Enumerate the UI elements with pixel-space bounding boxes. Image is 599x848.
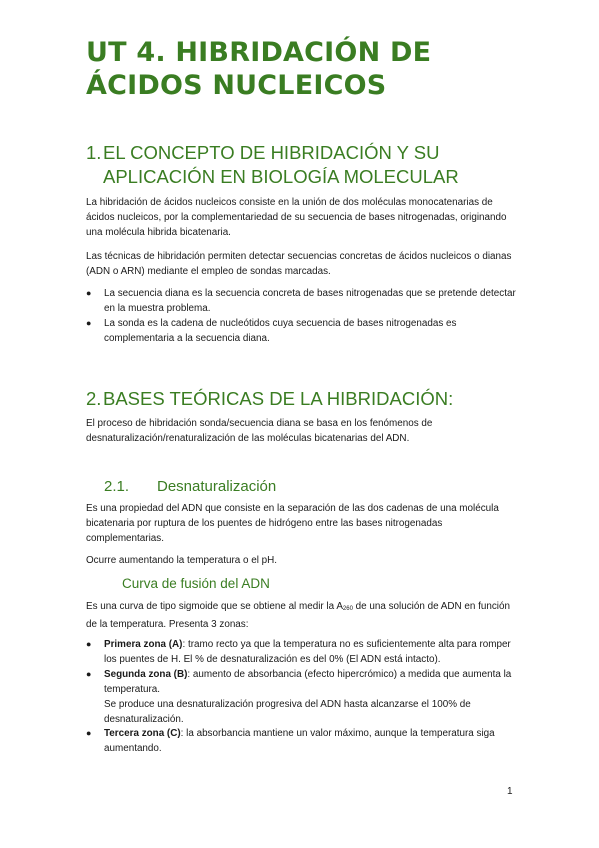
list-item-text: La secuencia diana es la secuencia concreta de bases nitrogenadas que se pretende detectar en la muestra problema. (104, 288, 516, 314)
bullet-icon: ● (86, 728, 92, 738)
zone-text: : tramo recto ya que la temperatura no es suficientemente alta para romper los puentes de H. El % de desnaturalización es del 0% (El ADN está intacto). (104, 639, 511, 665)
list-item (86, 726, 516, 756)
bullet-icon: ● (86, 639, 92, 649)
curva-intro (86, 599, 516, 632)
curva-intro-subscript: 260 (342, 606, 353, 612)
section-2-1-paragraph-2: Ocurre aumentando la temperatura o el pH. (86, 555, 278, 566)
zone-label: Segunda zona (B) (104, 669, 188, 680)
document-title: UT 4. HIBRIDACIÓN DE ÁCIDOS NUCLEICOS (86, 37, 432, 101)
section-2-number: 2. (86, 388, 102, 409)
list-item-text (104, 637, 516, 667)
zone-text: : la absorbancia mantiene un valor máximo, aunque la temperatura siga aumentando. (104, 728, 495, 754)
zone-text-2: Se produce una desnaturalización progresiva del ADN hasta alcanzarse el 100% de desnaturalización. (104, 699, 471, 725)
page-number: 1 (507, 786, 513, 797)
list-item (86, 667, 516, 727)
section-2-1-number: 2.1. (104, 478, 130, 495)
list-item-text (104, 726, 516, 756)
section-2-heading (86, 387, 516, 411)
section-2-paragraph-1: El proceso de hibridación sonda/secuencia diana se basa en los fenómenos de desnaturalización/renaturalización de las moléculas bicatenarias del ADN. (86, 418, 433, 444)
section-1-paragraph-2: Las técnicas de hibridación permiten detectar secuencias concretas de ácidos nucleicos o dianas (ADN o ARN) mediante el empleo de sondas marcadas. (86, 251, 512, 277)
section-2-heading-text: BASES TEÓRICAS DE LA HIBRIDACIÓN: (103, 388, 454, 409)
list-item (86, 316, 516, 346)
section-1-number: 1. (86, 142, 102, 163)
zone-label: Tercera zona (C) (104, 728, 181, 739)
section-1-paragraph-1: La hibridación de ácidos nucleicos consiste en la unión de dos moléculas monocatenarias de ácidos nucleicos, por la complementariedad de su secuencia de bases nitrogenadas, originando una molécula hibrida bicatenaria. (86, 197, 507, 238)
list-item (86, 637, 516, 667)
section-1-heading-line1: EL CONCEPTO DE HIBRIDACIÓN Y SU (103, 142, 440, 163)
curva-intro-before: Es una curva de tipo sigmoide que se obtiene al medir la A (86, 601, 343, 612)
section-2-1-paragraph-1: Es una propiedad del ADN que consiste en la separación de las dos cadenas de una molécula bicatenaria por ruptura de los puentes de hidrógeno entre las bases nitrogenadas complementarias. (86, 503, 499, 544)
section-1-heading (86, 141, 516, 189)
list-item-text (104, 667, 516, 727)
curva-heading: Curva de fusión del ADN (122, 576, 270, 591)
bullet-icon: ● (86, 318, 92, 328)
bullet-icon: ● (86, 669, 92, 679)
zone-label: Primera zona (A) (104, 639, 183, 650)
zone-text: : aumento de absorbancia (efecto hipercrómico) a medida que aumenta la temperatura. (104, 669, 512, 695)
list-item-text: La sonda es la cadena de nucleótidos cuya secuencia de bases nitrogenadas es complementaria a la secuencia diana. (104, 318, 457, 344)
section-2-1-heading-text: Desnaturalización (157, 478, 277, 495)
section-1-heading-line2: APLICACIÓN EN BIOLOGÍA MOLECULAR (103, 166, 459, 187)
list-item (86, 286, 516, 316)
section-2-1-heading (104, 477, 276, 497)
bullet-icon: ● (86, 288, 92, 298)
curva-intro-after: de una solución de ADN en función de la temperatura. Presenta 3 zonas: (86, 601, 510, 630)
